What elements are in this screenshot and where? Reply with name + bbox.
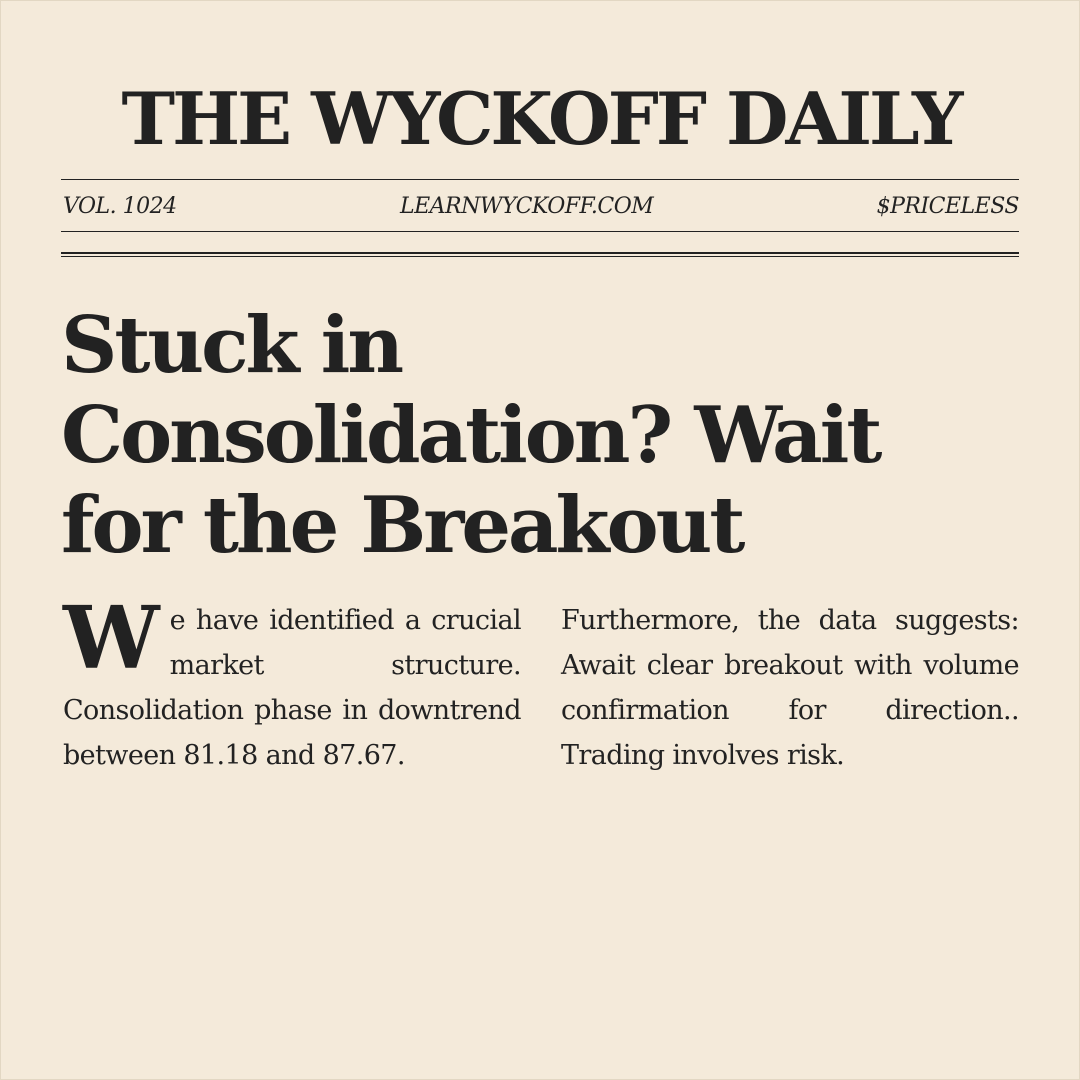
column-1-text: e have identified a crucial market structure. Consolidation phase in downtrend between 81.18 and 87.67. [63,605,521,771]
drop-cap: W [63,588,160,689]
double-rule-upper [61,252,1019,254]
masthead-title: THE WYCKOFF DAILY [121,76,961,161]
double-rule-lower [61,256,1019,257]
article-column-1 [63,588,521,778]
price-label: $PRICELESS [876,193,1019,219]
masthead-meta-row [63,189,1019,223]
article-column-2: Furthermore, the data suggests: Await clear breakout with volume confirmation for direction.. Trading involves risk. [561,605,1019,771]
masthead-bottom-rule [61,231,1019,232]
article-body [63,588,1019,778]
volume-label: VOL. 1024 [63,193,177,219]
article-headline: Stuck in Consolidation? Wait for the Breakout [61,300,880,571]
website-label: LEARNWYCKOFF.COM [399,193,654,219]
masthead-top-rule [61,179,1019,180]
